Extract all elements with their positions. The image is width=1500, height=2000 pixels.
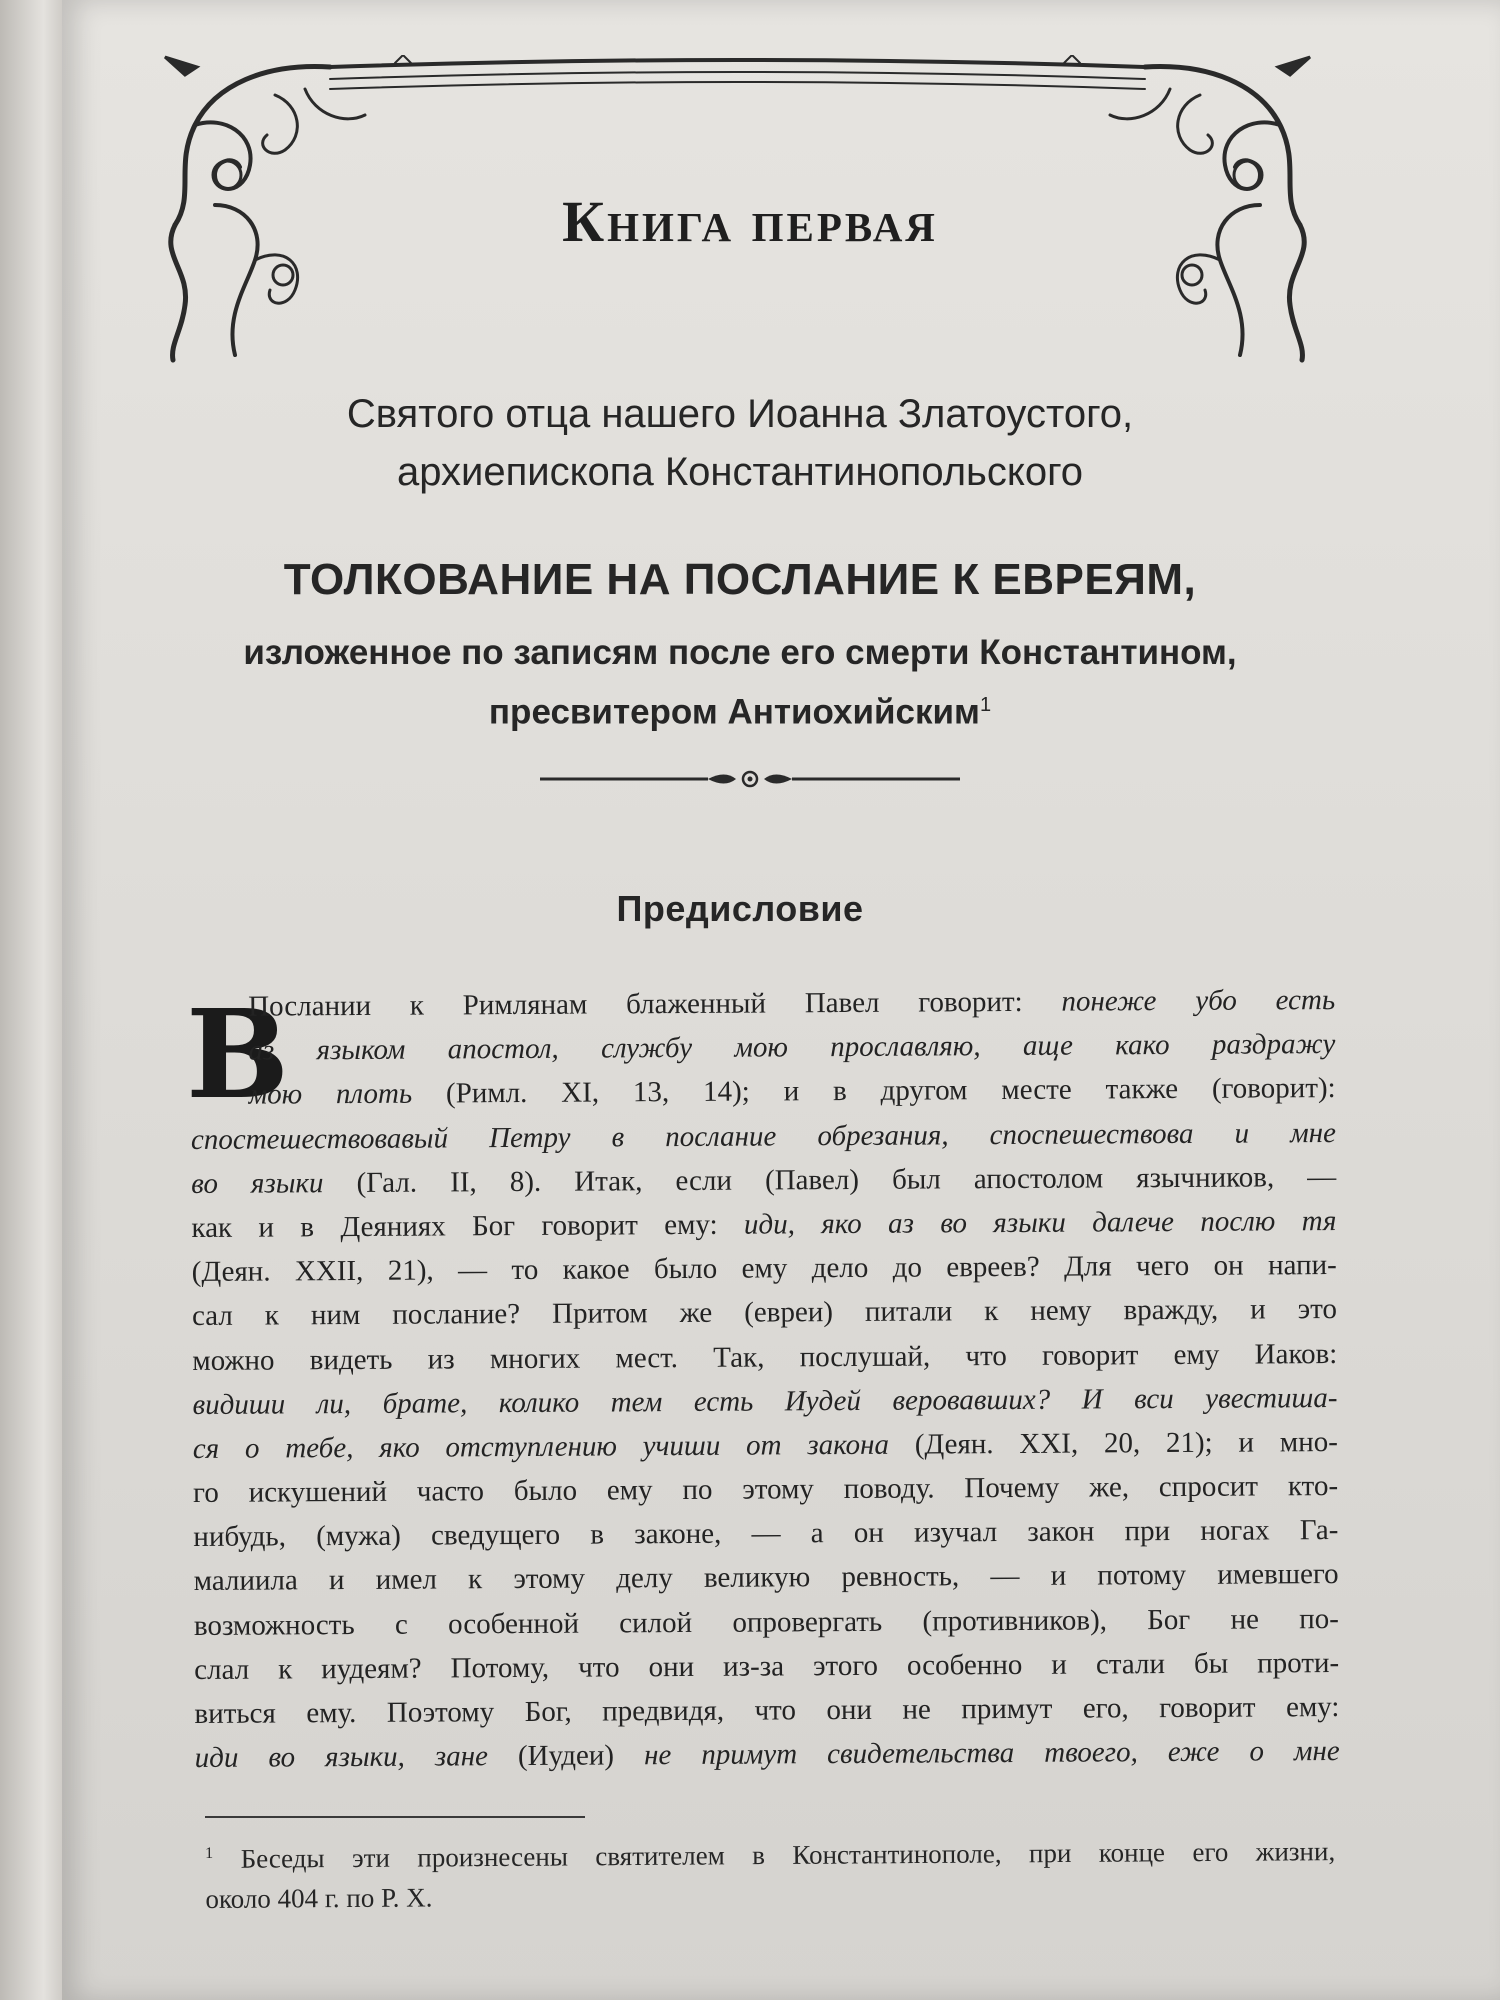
- work-subtitle-line-2: [160, 679, 1320, 739]
- text-line: го искушений часто было ему по этому поводу. Почему же, спросит кто-: [193, 1470, 1339, 1510]
- text-line: мою плоть (Римл. XI, 13, 14); и в другом месте также (говорит):: [248, 1072, 1336, 1112]
- text-line: как и в Деяниях Бог говорит ему: иди, яко аз во языки далече послю тя: [191, 1204, 1337, 1244]
- work-subtitle-line-2-text: пресвитером Антиохийским: [488, 692, 980, 732]
- ornamental-divider: [540, 766, 960, 792]
- text-line: во языки (Гал. II, 8). Итак, если (Павел) был апостолом язычников, —: [191, 1160, 1337, 1200]
- work-subtitle: [160, 627, 1320, 739]
- preface-body: [190, 978, 1340, 1780]
- text-line: спостешествовавый Петру в послание обрезания, споспешествова и мне: [190, 1116, 1337, 1156]
- author-heading: [160, 385, 1320, 501]
- book-gutter: [0, 0, 62, 2000]
- text-line: иди во языки, зане (Иудеи) не примут свидетельства твоего, еже о мне: [194, 1735, 1340, 1775]
- text-line: (Деян. XXII, 21), — то какое было ему дело до евреев? Для чего он напи-: [191, 1249, 1337, 1289]
- text-line: слал к иудеям? Потому, что они из-за этого особенно и стали бы проти-: [194, 1646, 1340, 1686]
- text-line: Послании к Римлянам блаженный Павел говорит: понеже убо есть: [248, 984, 1336, 1023]
- footnote-line-2: около 404 г. по Р. Х.: [205, 1882, 433, 1914]
- text-line: малиила и имел к этому делу великую ревность, — и потому имевшего: [193, 1558, 1339, 1598]
- text-line: можно видеть из многих мест. Так, послушай, что говорит ему Иаков:: [192, 1337, 1338, 1377]
- text-line: аз языком апостол, службу мою прославляю, аще како раздражу: [248, 1028, 1336, 1067]
- footnote-marker: 1: [205, 1844, 214, 1862]
- preface-title: Предисловие: [616, 888, 864, 929]
- work-subtitle-line-1: изложенное по записям после его смерти Константином,: [243, 633, 1237, 672]
- text-line: виться ему. Поэтому Бог, предвидя, что они не примут его, говорит ему:: [194, 1690, 1340, 1730]
- author-line-1: Святого отца нашего Иоанна Златоустого,: [346, 392, 1134, 436]
- text-line: ся о тебе, яко отступлению учиши от закона (Деян. XXI, 20, 21); и мно-: [192, 1425, 1338, 1465]
- footnote-line-1: $^1$ Беседы эти произнесены святителем в Константинополе, при конце его жизни,: [205, 1836, 1336, 1874]
- text-line: сал к ним послание? Притом же (евреи) питали к нему вражду, и это: [191, 1293, 1338, 1333]
- text-line: возможность с особенной силой опровергать (противников), Бог не по-: [193, 1602, 1339, 1642]
- text-line: видиши ли, брате, колико тем есть Иудей веровавших? И вси увестиша-: [192, 1381, 1338, 1421]
- book-title: Книга первая: [562, 189, 938, 254]
- footnote-reference[interactable]: 1: [979, 694, 992, 716]
- drop-cap: В: [186, 982, 290, 1126]
- footnote: [205, 1826, 1336, 1919]
- work-title: ТОЛКОВАНИЕ НА ПОСЛАНИЕ К ЕВРЕЯМ,: [283, 555, 1197, 604]
- footnote-rule: [205, 1816, 585, 1818]
- text-line: нибудь, (мужа) сведущего в законе, — а он изучал закон при ногах Га-: [193, 1514, 1339, 1554]
- author-line-2: архиепископа Константинопольского: [396, 450, 1084, 494]
